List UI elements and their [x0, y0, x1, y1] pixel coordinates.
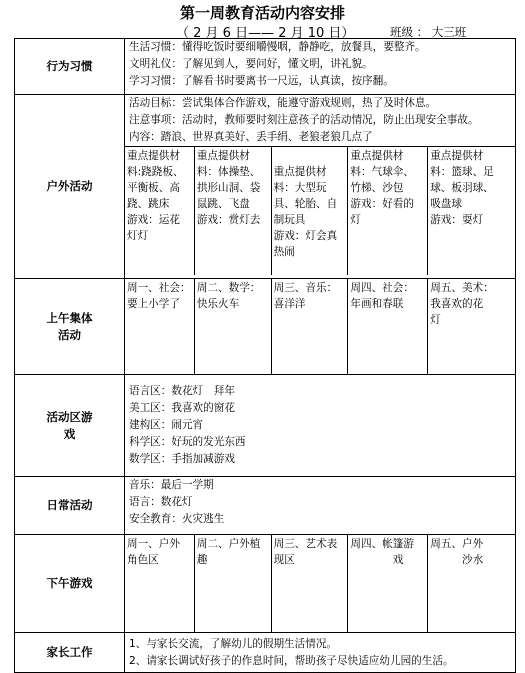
page-title: 第一周教育活动内容安排 [179, 4, 345, 22]
outdoor-cell-mon: 重点提供材 料:跷跷板、 平衡板、高 跷、跳床 游戏：运花 灯灯 [125, 147, 195, 275]
row-head-daily: 日常活动 [15, 477, 125, 535]
area-line: 科学区：好玩的发光东西 [129, 436, 246, 448]
date-range: （ 2 月 6 日—— 2 月 10 日） [176, 26, 355, 41]
afternoon-cell-wed: 周三、艺术表 现区 [272, 535, 349, 632]
daily-line: 音乐：最后一学期 [129, 479, 214, 491]
behavior-line: 学习习惯：了解看书时要离书一尺远，认真读，按序翻。 [129, 75, 394, 87]
morning-cell-mon: 周一、社会： 要上小学了 [125, 279, 195, 374]
row-morning [15, 279, 516, 375]
row-head-behavior: 行为习惯 [15, 39, 125, 95]
outdoor-line: 注意事项：活动时，教师要时刻注意孩子的活动情况，防止出现安全事故。 [129, 114, 479, 126]
area-line: 语言区：数花灯 拜年 [129, 385, 235, 397]
area-line: 数学区：手指加减游戏 [129, 453, 235, 465]
outdoor-line: 活动目标：尝试集体合作游戏，能遵守游戏规则，热了及时休息。 [129, 97, 437, 109]
afternoon-cell-mon: 周一、户外 角色区 [125, 535, 195, 632]
afternoon-cell-fri: 周五、户外 沙水 [430, 538, 484, 566]
morning-cell-tue: 周二、数学： 快乐火车 [195, 279, 272, 374]
behavior-line: 文明礼仪：了解见到人，要问好，懂文明，讲礼貌。 [129, 58, 373, 70]
schedule-table [14, 38, 516, 673]
outdoor-line: 内容：踏浪、世界真美好、丢手绢、老狼老狼几点了 [129, 131, 373, 143]
parents-line: 2、请家长调试好孩子的作息时间，帮助孩子尽快适应幼儿园的生活。 [129, 654, 454, 667]
row-head-afternoon: 下午游戏 [15, 535, 125, 633]
area-line: 建构区：闹元宵 [129, 419, 204, 431]
morning-cell-wed: 周三、音乐： 喜洋洋 [272, 279, 349, 374]
area-line: 美工区：我喜欢的窗花 [129, 402, 235, 414]
row-afternoon [15, 535, 516, 633]
class-label: 班级 ： 大三班 [390, 25, 467, 39]
behavior-line: 生活习惯：懂得吃饭时要细嚼慢咽，静静吃，放餐具，要整齐。 [129, 41, 426, 53]
parents-line: 1、与家长交流，了解幼儿的假期生活情况。 [129, 637, 338, 650]
afternoon-cell-thu: 周四、帐篷游 戏 [348, 535, 428, 632]
row-daily [15, 477, 516, 535]
row-behavior [15, 39, 516, 95]
outdoor-cell-thu: 重点提供材 料：气球伞、 竹梯、沙包 游戏：好看的 灯 [348, 147, 428, 275]
row-head-morning: 上午集体 活动 [15, 279, 125, 375]
outdoor-cell-tue: 重点提供材 料：体操垫、 拱形山洞、袋 鼠跳、飞盘 游戏：赏灯去 [195, 147, 272, 275]
row-head-area: 活动区游 戏 [15, 375, 125, 477]
row-head-parents: 家长工作 [15, 633, 125, 673]
morning-cell-fri: 周五、美术： 我喜欢的花 灯 [430, 282, 494, 326]
outdoor-cell-fri: 重点提供材 料：篮球、足 球、板羽球、 吸盘球 游戏：耍灯 [430, 150, 494, 226]
row-outdoor [15, 95, 516, 279]
outdoor-cell-wed: 重点提供材 料：大型玩 具、轮胎、自 制玩具 游戏：灯会真 热闹 [272, 147, 349, 275]
morning-cell-thu: 周四、社会： 年画和春联 [348, 279, 428, 374]
row-parents [15, 633, 516, 673]
daily-line: 语言：数花灯 [129, 496, 193, 508]
row-head-outdoor: 户外活动 [15, 95, 125, 279]
afternoon-cell-tue: 周二、户外植 趣 [195, 535, 272, 632]
daily-line: 安全教育：火灾逃生 [129, 513, 225, 525]
row-area [15, 375, 516, 477]
